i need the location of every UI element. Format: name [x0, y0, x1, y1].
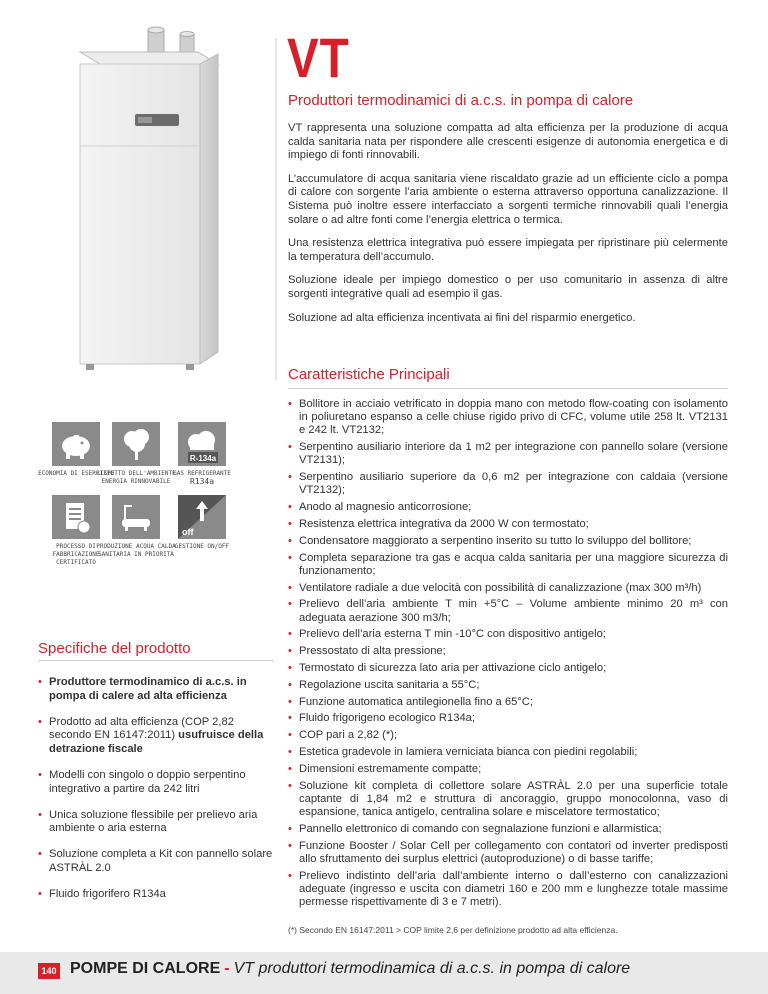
feature-item: • Estetica gradevole in lamiera verniciata bianca con piedini regolabili;: [288, 746, 728, 759]
feature-item: • Anodo al magnesio anticorrosione;: [288, 501, 728, 514]
product-image: [60, 24, 235, 374]
footer-section: POMPE DI CALORE: [70, 960, 221, 977]
feature-certified: PROCESSO DI FABBRICAZIONE CERTIFICATO: [36, 495, 116, 567]
feature-item: • Regolazione uscita sanitaria a 55°C;: [288, 679, 728, 692]
features-heading: Caratteristiche Principali: [288, 366, 450, 383]
spec-item: • Unica soluzione flessibile per prelievo aria ambiente o aria esterna: [38, 809, 274, 836]
feature-item: • Ventilatore radiale a due velocità con possibilità di canalizzazione (max 300 m³/h): [288, 582, 728, 595]
footnote: (*) Secondo EN 16147:2011 > COP limite 2,6 per definizione prodotto ad alta efficienza.: [288, 925, 618, 935]
feature-item: • Bollitore in acciaio vetrificato in doppia mano con metodo flow-coating con isolamento in poliuretano espanso a celle chiuse rigido privo di CFC, volume utile 258 lt. VT2131 e 242 lt. VT2132;: [288, 398, 728, 438]
feature-item: • COP pari a 2,82 (*);: [288, 729, 728, 742]
feature-item: • Dimensioni estremamente compatte;: [288, 763, 728, 776]
bathtub-icon: [112, 495, 160, 539]
feature-item: • Funzione automatica antilegionella fino a 65°C;: [288, 696, 728, 709]
feature-refrigerant: R-134a GAS REFRIGERANTE R134a: [162, 422, 242, 486]
intro-text: [288, 122, 728, 335]
footer-separator: -: [224, 960, 230, 977]
feature-item: • Pressostato di alta pressione;: [288, 645, 728, 658]
spec-item: • Soluzione completa a Kit con pannello solare ASTRÀL 2.0: [38, 848, 274, 875]
spec-item: • Fluido frigorifero R134a: [38, 888, 274, 902]
spec-item: • Prodotto ad alta efficienza (COP 2,82 secondo EN 16147:2011) usufruisce della detrazione fiscale: [38, 716, 274, 757]
header-divider: [275, 38, 277, 380]
feature-item: • Prelievo dell’aria esterna T min -10°C con dispositivo antigelo;: [288, 628, 728, 641]
tree-icon: [112, 422, 160, 466]
feature-item: • Condensatore maggiorato a serpentino inserito su tutto lo sviluppo del bollitore;: [288, 535, 728, 548]
feature-environment: RISPETTO DELL'AMBIENTE ENERGIA RINNOVABILE: [96, 422, 176, 486]
intro-paragraph: L’accumulatore di acqua sanitaria viene riscaldato grazie ad un efficiente ciclo a pompa di calore con sorgente l’aria ambiente o esterna attraverso opportuna canalizzazione. Il Sistema può inoltre essere interfacciato a sorgenti termiche rinnovabili quali l’energia solare o ad altre fonti come l’energia elettrica o termica.: [288, 172, 728, 226]
feature-item: • Resistenza elettrica integrativa da 2000 W con termostato;: [288, 518, 728, 531]
footer-description: VT produttori termodinamica di a.c.s. in pompa di calore: [233, 960, 631, 977]
intro-paragraph: Soluzione ideale per impiego domestico o per uso comunitario in assenza di altre sorgenti integrative quali ad esempio il gas.: [288, 274, 728, 300]
feature-item: • Serpentino ausiliario interiore da 1 m2 per integrazione con pannello solare (versione VT2131);: [288, 441, 728, 467]
piggy-bank-icon: [52, 422, 100, 466]
feature-item: • Pannello elettronico di comando con segnalazione funzioni e allarmistica;: [288, 823, 728, 836]
spec-item: • Produttore termodinamico di a.c.s. in pompa di calere ad alta efficienza: [38, 676, 274, 703]
footer-text: [70, 960, 630, 978]
on-off-icon: [178, 495, 226, 539]
specs-list: [38, 676, 274, 914]
feature-item: • Completa separazione tra gas e acqua calda sanitaria per una maggiore sicurezza di funzionamento;: [288, 552, 728, 578]
page-subtitle: Produttori termodinamici di a.c.s. in pompa di calore: [288, 92, 634, 109]
refrigerant-cloud-icon: [178, 422, 226, 466]
r134a-badge: R-134a: [189, 454, 217, 463]
feature-item: • Soluzione kit completa di collettore solare ASTRÀL 2.0 per una superficie totale captante di 1,84 m2 e struttura di ancoraggio, gruppo monocolonna, vaso di espansione, tanica antigelo, centralina solare e miscelatore termostatico;: [288, 780, 728, 820]
feature-item: • Prelievo dell’aria ambiente T min +5°C – Volume ambiente minimo 20 m³ con adeguata aerazione 300 m3/h;: [288, 598, 728, 624]
page-title: VT: [287, 26, 350, 89]
certificate-icon: [52, 495, 100, 539]
features-list: [288, 398, 728, 913]
feature-item: • Termostato di sicurezza lato aria per attivazione ciclo antigelo;: [288, 662, 728, 675]
off-badge: off: [182, 527, 194, 537]
feature-item: • Prelievo indistinto dell’aria dall’ambiente interno o dall’esterno con canalizzazioni adeguate (ingresso e uscita con diametri 160 e 200 mm e lunghezze totale massime permesse rispettivamente di 3 e 7 metri).: [288, 870, 728, 910]
feature-item: • Funzione Booster / Solar Cell per collegamento con contatori od inverter predisposti allo sfruttamento dei surplus elettrici (autoproduzione) o di basse tariffe;: [288, 840, 728, 866]
specs-rule: [38, 660, 274, 661]
intro-paragraph: VT rappresenta una soluzione compatta ad alta efficienza per la produzione di acqua calda sanitaria nata per rispondere alle crescenti esigenze di autonomia energetica e di impiego di fonti rinnovabili.: [288, 122, 728, 162]
intro-paragraph: Soluzione ad alta efficienza incentivata ai fini del risparmio energetico.: [288, 311, 636, 324]
spec-item: • Modelli con singolo o doppio serpentino integrativo a partire da 242 litri: [38, 769, 274, 796]
feature-on-off: off GESTIONE ON/OFF: [162, 495, 242, 551]
page-number: 140: [38, 963, 60, 979]
feature-hot-water: PRODUZIONE ACQUA CALDA SANITARIA IN PRIORITÀ: [96, 495, 176, 559]
feature-item: • Fluido frigorigeno ecologico R134a;: [288, 712, 728, 725]
features-rule: [288, 388, 728, 389]
feature-economy: ECONOMIA DI ESERCIZIO: [36, 422, 116, 478]
intro-paragraph: Una resistenza elettrica integrativa può essere impiegata per ripristinare più celermente la temperatura dell’accumulo.: [288, 237, 728, 263]
specs-heading: Specifiche del prodotto: [38, 640, 191, 657]
feature-item: • Serpentino ausiliario superiore da 0,6 m2 per integrazione con caldaia (versione VT2132);: [288, 471, 728, 497]
